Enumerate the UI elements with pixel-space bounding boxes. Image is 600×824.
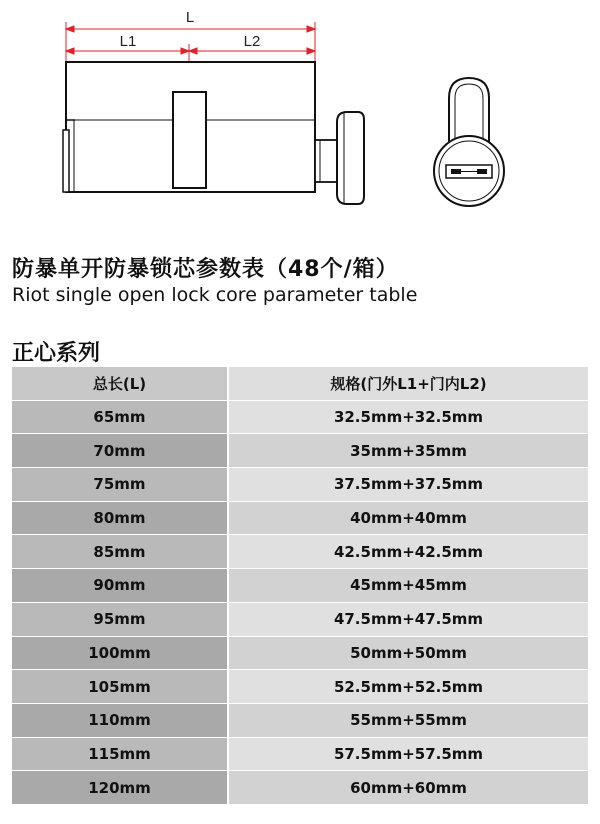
arrow-right-total [307, 26, 315, 32]
table-row [12, 400, 588, 434]
arrow-l2-right [307, 48, 315, 54]
cylinder-body [63, 62, 364, 204]
cell-total-length: 75mm [12, 468, 228, 502]
arrow-l1-left [66, 48, 74, 54]
dim-label-total: L [185, 9, 195, 26]
cell-total-length: 95mm [12, 602, 228, 636]
cell-total-length: 70mm [12, 434, 228, 468]
table-row [12, 569, 588, 603]
table-row [12, 737, 588, 771]
cell-total-length: 85mm [12, 535, 228, 569]
header-total-length: 总长(L) [12, 367, 228, 400]
cell-total-length: 90mm [12, 569, 228, 603]
table-row [12, 501, 588, 535]
page-title: 防暴单开防暴锁芯参数表（48个/箱） [12, 257, 399, 282]
page-subtitle: Riot single open lock core parameter table [12, 284, 418, 306]
section-title: 正心系列 [12, 341, 101, 366]
parameter-table [12, 367, 588, 805]
table-body [12, 400, 588, 804]
table-row [12, 670, 588, 704]
cell-spec: 37.5mm+37.5mm [228, 468, 588, 502]
cylinder-profile [434, 78, 504, 206]
cell-spec: 50mm+50mm [228, 636, 588, 670]
table-row [12, 703, 588, 737]
cell-total-length: 65mm [12, 400, 228, 434]
table-row [12, 602, 588, 636]
table-row [12, 468, 588, 502]
cell-spec: 42.5mm+42.5mm [228, 535, 588, 569]
lock-cylinder-drawing [0, 0, 600, 230]
cell-total-length: 120mm [12, 771, 228, 805]
cell-spec: 60mm+60mm [228, 771, 588, 805]
table-header-row [12, 367, 588, 400]
table-row [12, 771, 588, 805]
table-row [12, 535, 588, 569]
dim-label-l1: L1 [119, 33, 137, 50]
cell-spec: 40mm+40mm [228, 501, 588, 535]
arrow-left-total [66, 26, 74, 32]
cell-total-length: 115mm [12, 737, 228, 771]
table-row [12, 434, 588, 468]
cell-spec: 35mm+35mm [228, 434, 588, 468]
arrow-l2-left [189, 48, 197, 54]
cell-spec: 32.5mm+32.5mm [228, 400, 588, 434]
cell-spec: 55mm+55mm [228, 703, 588, 737]
cell-spec: 52.5mm+52.5mm [228, 670, 588, 704]
header-spec: 规格(门外L1+门内L2) [228, 367, 588, 400]
knob-shaft [315, 140, 337, 182]
cell-spec: 45mm+45mm [228, 569, 588, 603]
knob [337, 112, 364, 204]
cell-total-length: 105mm [12, 670, 228, 704]
cell-total-length: 100mm [12, 636, 228, 670]
dim-label-l2: L2 [243, 33, 261, 50]
cell-spec: 57.5mm+57.5mm [228, 737, 588, 771]
cam [173, 92, 206, 188]
cell-spec: 47.5mm+47.5mm [228, 602, 588, 636]
cell-total-length: 80mm [12, 501, 228, 535]
cell-total-length: 110mm [12, 703, 228, 737]
table-row [12, 636, 588, 670]
